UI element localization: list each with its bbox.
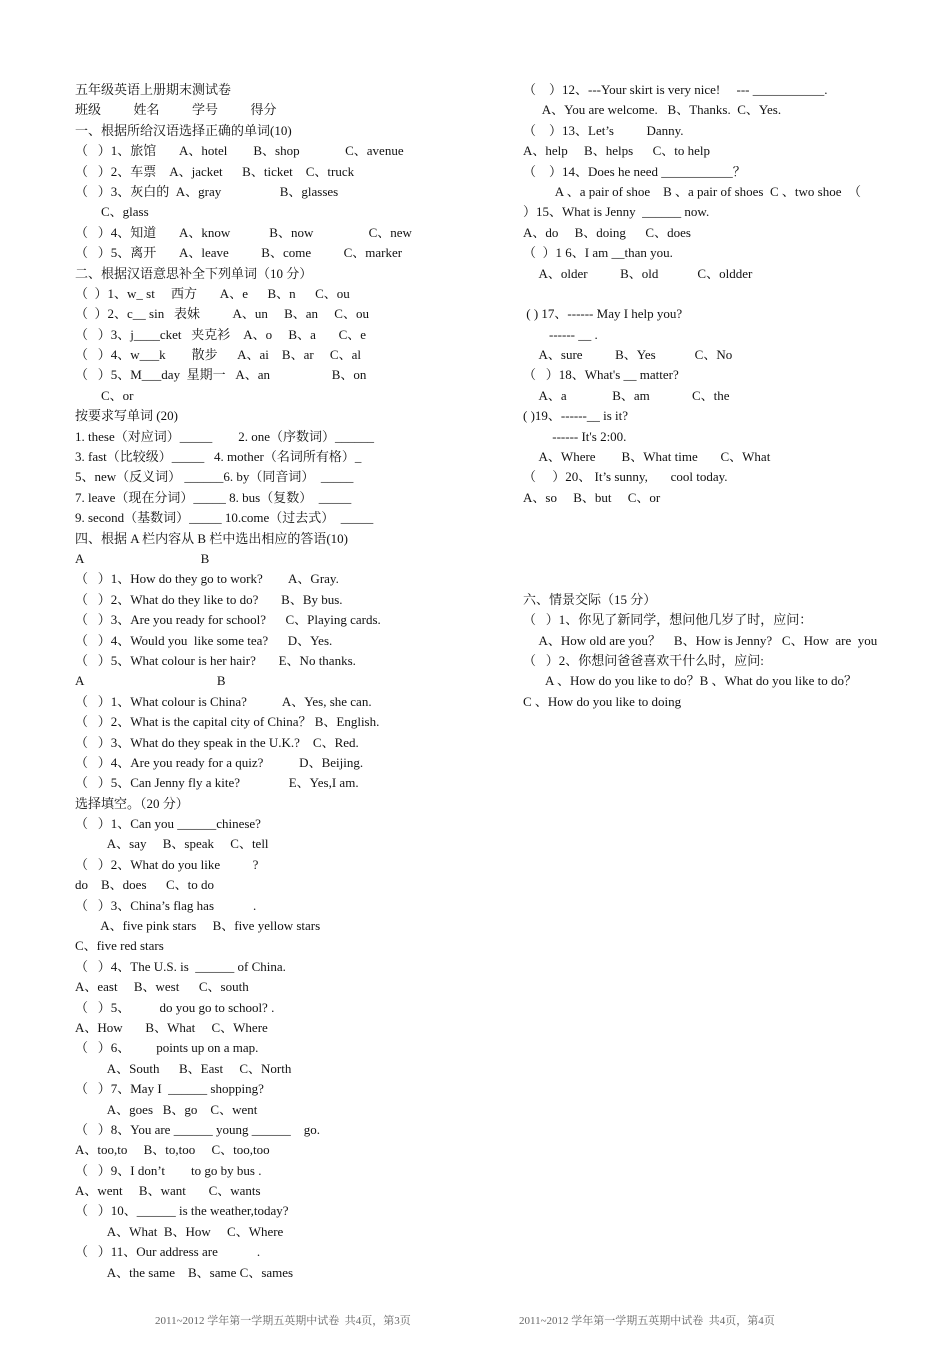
text-line: A、sure B、Yes C、No	[523, 347, 733, 363]
text-line: （ ）4、Are you ready for a quiz? D、Beijing.	[75, 754, 364, 770]
text-line: （ ）5、Can Jenny fly a kite? E、Yes,I am.	[75, 775, 359, 791]
text-line: （ ）5、M___day 星期一 A、an B、on	[75, 367, 367, 383]
text-line: A B	[75, 550, 210, 566]
text-line: 六、情景交际（15 分）	[523, 591, 657, 607]
text-line: 7. leave（现在分词）_____ 8. bus（复数） _____	[75, 489, 352, 505]
text-line: 四、根据 A 栏内容从 B 栏中选出相应的答语(10)	[75, 530, 349, 546]
text-line: A、east B、west C、south	[75, 979, 249, 995]
right-column-mid-questions	[523, 304, 903, 508]
text-line: （ ）18、What's __ matter?	[523, 367, 679, 383]
right-column	[523, 80, 903, 712]
text-line: A、so B、but C、or	[523, 489, 661, 505]
text-line: （ ）3、j____cket 夹克衫 A、o B、a C、e	[75, 326, 367, 342]
text-line: C、five red stars	[75, 938, 164, 954]
spacer	[523, 508, 903, 590]
text-line: （ ）1、Can you ______chinese?	[75, 816, 261, 832]
text-line: （ ）13、Let’s Danny.	[523, 122, 684, 138]
right-column-situational-section	[523, 590, 903, 712]
text-line: （ ）3、China’s flag has .	[75, 897, 257, 913]
text-line: A 、a pair of shoe B 、a pair of shoes C 、two shoe （	[523, 183, 861, 199]
text-line: 班级 姓名 学号 得分	[75, 102, 277, 118]
text-line: （ ）2、你想问爸爸喜欢干什么时，应问:	[523, 652, 764, 668]
text-line: A、do B、doing C、does	[523, 224, 691, 240]
text-line: A、How old are you？ B、How is Jenny? C、How are you	[523, 632, 878, 648]
text-line: A、five pink stars B、five yellow stars	[75, 918, 321, 934]
footer-page-3: 2011~2012 学年第一学期五英期中试卷 共4页，第3页	[155, 1315, 411, 1327]
text-line: （ ）6、 points up on a map.	[75, 1040, 259, 1056]
text-line: （ ）3、What do they speak in the U.K.? C、Red.	[75, 734, 359, 750]
text-line: （ ）1、你见了新同学，想问他几岁了时，应问：	[523, 612, 813, 628]
text-line: （ ）12、---Your skirt is very nice! --- ___________.	[523, 82, 828, 97]
text-line: （ ）4、Would you like some tea? D、Yes.	[75, 632, 333, 648]
text-line: A B	[75, 673, 226, 689]
text-line: （ ）10、______ is the weather,today?	[75, 1203, 289, 1219]
text-line: 选择填空。（20 分）	[75, 795, 189, 811]
text-line: （ ）2、What do you like ?	[75, 856, 259, 872]
text-line: （ ）1 6、I am __than you.	[523, 245, 673, 261]
right-column-top-questions	[523, 80, 903, 284]
text-line: A、goes B、go C、went	[75, 1101, 258, 1117]
text-line: ------ __ .	[523, 326, 598, 342]
text-line: （ ）8、You are ______ young ______ go.	[75, 1121, 320, 1137]
text-line: A、What B、How C、Where	[75, 1223, 284, 1239]
text-line: 3. fast（比较级）_____ 4. mother（名词所有格）_	[75, 449, 362, 465]
text-line: （ ）11、Our address are .	[75, 1244, 261, 1260]
text-line: （ ）5、 do you go to school? .	[75, 999, 275, 1015]
text-line: ------ It's 2:00.	[523, 428, 627, 444]
text-line: A、a B、am C、the	[523, 387, 730, 403]
footer-page-4: 2011~2012 学年第一学期五英期中试卷 共4页，第4页	[519, 1315, 775, 1327]
text-line: （ ）2、车票 A、jacket B、ticket C、truck	[75, 163, 355, 179]
text-line: A 、How do you like to do？B 、What do you like to do？	[523, 673, 858, 689]
text-line: （ ）1、What colour is China? A、Yes, she can.	[75, 693, 372, 709]
text-line: （ ）3、Are you ready for school? C、Playing cards.	[75, 612, 381, 628]
text-line: A、South B、East C、North	[75, 1060, 292, 1076]
text-line: do B、does C、to do	[75, 877, 215, 893]
text-line: （ ）5、What colour is her hair? E、No thanks.	[75, 652, 356, 668]
text-line: 5、new（反义词） ______6. by（同音词） _____	[75, 469, 354, 485]
text-line: A、the same B、same C、sames	[75, 1264, 294, 1280]
text-line: A、say B、speak C、tell	[75, 836, 269, 852]
text-line: （ ）1、w_ st 西方 A、e B、n C、ou	[75, 285, 350, 301]
text-line: （ ）1、旅馆 A、hotel B、shop C、avenue	[75, 143, 404, 159]
text-line: C 、How do you like to doing	[523, 693, 682, 709]
text-line: （ ）2、What is the capital city of China？ B、English.	[75, 714, 380, 730]
text-line: （ ）7、May I ______ shopping?	[75, 1081, 264, 1097]
text-line: （ ）5、离开 A、leave B、come C、marker	[75, 245, 403, 261]
text-line: （ ）2、What do they like to do? B、By bus.	[75, 591, 343, 607]
text-line: A、Where B、What time C、What	[523, 449, 771, 465]
text-line: A、How B、What C、Where	[75, 1019, 268, 1035]
text-line: A、help B、helps C、to help	[523, 143, 711, 159]
text-line: A、went B、want C、wants	[75, 1183, 261, 1199]
text-line: （ ）9、I don’t to go by bus .	[75, 1162, 262, 1178]
text-line: A、You are welcome. B、Thanks. C、Yes.	[523, 102, 782, 118]
spacer	[523, 284, 903, 304]
text-line: 二、根据汉语意思补全下列单词（10 分）	[75, 265, 313, 281]
text-line: （ ）20、 It’s sunny, cool today.	[523, 469, 728, 485]
text-line: 9. second（基数词）_____ 10.come（过去式） _____	[75, 510, 374, 526]
text-line: C、glass	[75, 204, 149, 220]
text-line: （ ）4、知道 A、know B、now C、new	[75, 224, 412, 240]
text-line: （ ）3、灰白的 A、gray B、glasses	[75, 183, 339, 199]
text-line: ( )19、------__ is it?	[523, 408, 629, 424]
text-line: A、older B、old C、oldder	[523, 265, 753, 281]
left-column	[75, 80, 475, 1283]
text-line: （ ）4、The U.S. is ______ of China.	[75, 958, 286, 974]
text-line: （ ）2、c__ sin 表妹 A、un B、an C、ou	[75, 306, 369, 322]
text-line: 按要求写单词 (20)	[75, 408, 178, 424]
text-line: 一、根据所给汉语选择正确的单词(10)	[75, 122, 292, 138]
text-line: ( ) 17、------ May I help you?	[523, 306, 683, 322]
text-line: 五年级英语上册期末测试卷	[75, 82, 232, 97]
text-line: （ ）4、w___k 散步 A、ai B、ar C、al	[75, 347, 361, 363]
text-line: C、or	[75, 387, 134, 403]
text-line: 1. these（对应词）_____ 2. one（序数词）______	[75, 428, 374, 444]
text-line: A、too,to B、to,too C、too,too	[75, 1142, 270, 1158]
text-line: （ ）14、Does he need ___________？	[523, 163, 746, 179]
text-line: ）15、What is Jenny ______ now.	[523, 204, 710, 220]
text-line: （ ）1、How do they go to work? A、Gray.	[75, 571, 339, 587]
